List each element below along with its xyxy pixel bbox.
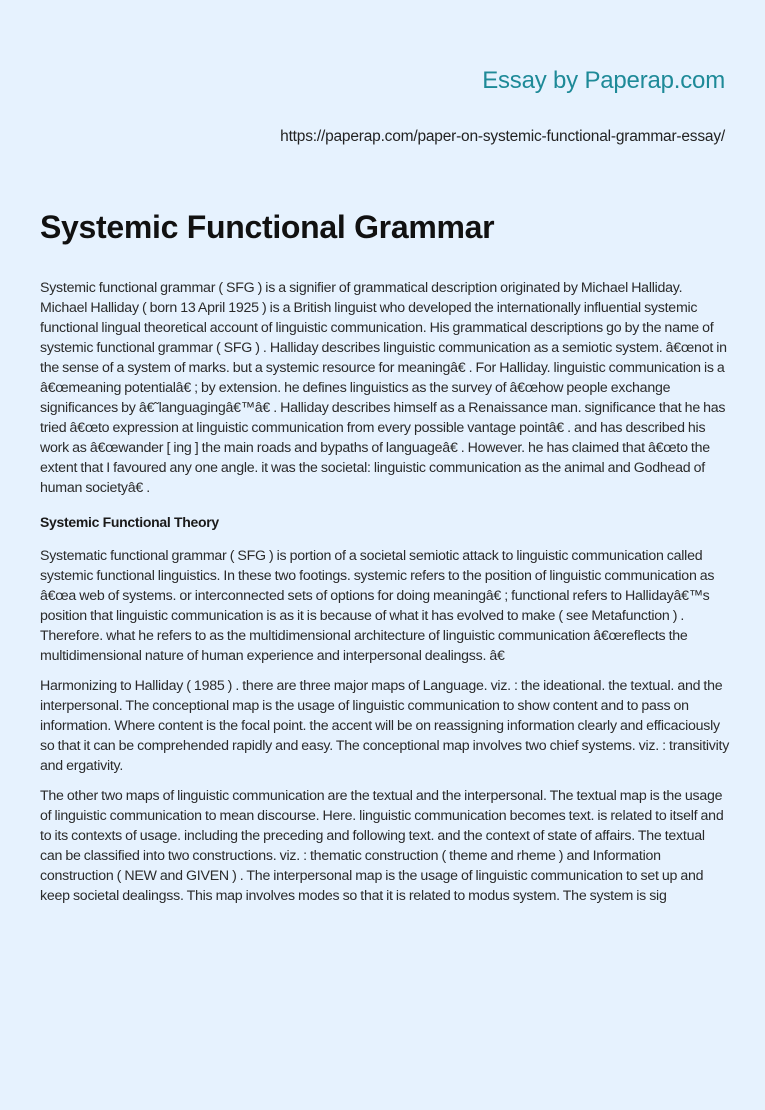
paragraph-section-2: Harmonizing to Halliday ( 1985 ) . there are three major maps of Language. viz. : the ideational. the textual. and the interpersonal. The conceptional map is the usage of linguistic communication to show content and to pass on information. Where content is the focal point. the accent will be on reassigning information clearly and efficaciously so that it can be comprehended rapidly and easy. The conceptional map involves two chief systems. viz. : transitivity and ergativity.	[40, 678, 730, 774]
paragraph-section-1: Systematic functional grammar ( SFG ) is portion of a societal semiotic attack to linguistic communication called systemic functional linguistics. In these two footings. systemic refers to the position of linguistic communication as â€œa web of systems. or interconnected sets of options for doing meaningâ€ ; functional refers to Hallidayâ€™s position that linguistic communication is as it is because of what it has evolved to make ( see Metafunction ) . Therefore. what he refers to as the multidimensional architecture of linguistic communication â€œreflects the multidimensional nature of human experience and interpersonal dealingss. â€	[40, 548, 715, 664]
page-title: Systemic Functional Grammar	[40, 209, 495, 245]
section-heading: Systemic Functional Theory	[40, 514, 219, 530]
source-url-link[interactable]: https://paperap.com/paper-on-systemic-functional-grammar-essay/	[280, 128, 725, 145]
paragraph-intro: Systemic functional grammar ( SFG ) is a signifier of grammatical description originated by Michael Halliday. Michael Halliday ( born 13 April 1925 ) is a British linguist who developed the internationally influential systemic functional lingual theoretical account of linguistic communication. His grammatical descriptions go by the name of systemic functional grammar ( SFG ) . Halliday describes linguistic communication as a semiotic system. â€œnot in the sense of a system of marks. but a systemic resource for meaningâ€ . For Halliday. linguistic communication is a â€œmeaning potentialâ€ ; by extension. he defines linguistics as the survey of â€œhow people exchange significances by â€˜languagingâ€™â€ . Halliday describes himself as a Renaissance man. significance that he has tried â€œto expression at linguistic communication from every possible vantage pointâ€ . and has described his work as â€œwander [ ing ] the main roads and bypaths of languageâ€ . However. he has claimed that â€œto the extent that I favoured any one angle. it was the societal: linguistic communication as the animal and Godhead of human societyâ€ .	[40, 280, 727, 496]
paragraph-section-3: The other two maps of linguistic communication are the textual and the interpersonal. The textual map is the usage of linguistic communication to mean discourse. Here. linguistic communication becomes text. is related to itself and to its contexts of usage. including the preceding and following text. and the context of state of affairs. The textual can be classified into two constructions. viz. : thematic construction ( theme and rheme ) and Information construction ( NEW and GIVEN ) . The interpersonal map is the usage of linguistic communication to set up and keep societal dealingss. This map involves modes so that it is related to modus system. The system is sig	[40, 788, 724, 904]
brand-link[interactable]: Essay by Paperap.com	[482, 67, 725, 94]
essay-body	[40, 278, 730, 916]
